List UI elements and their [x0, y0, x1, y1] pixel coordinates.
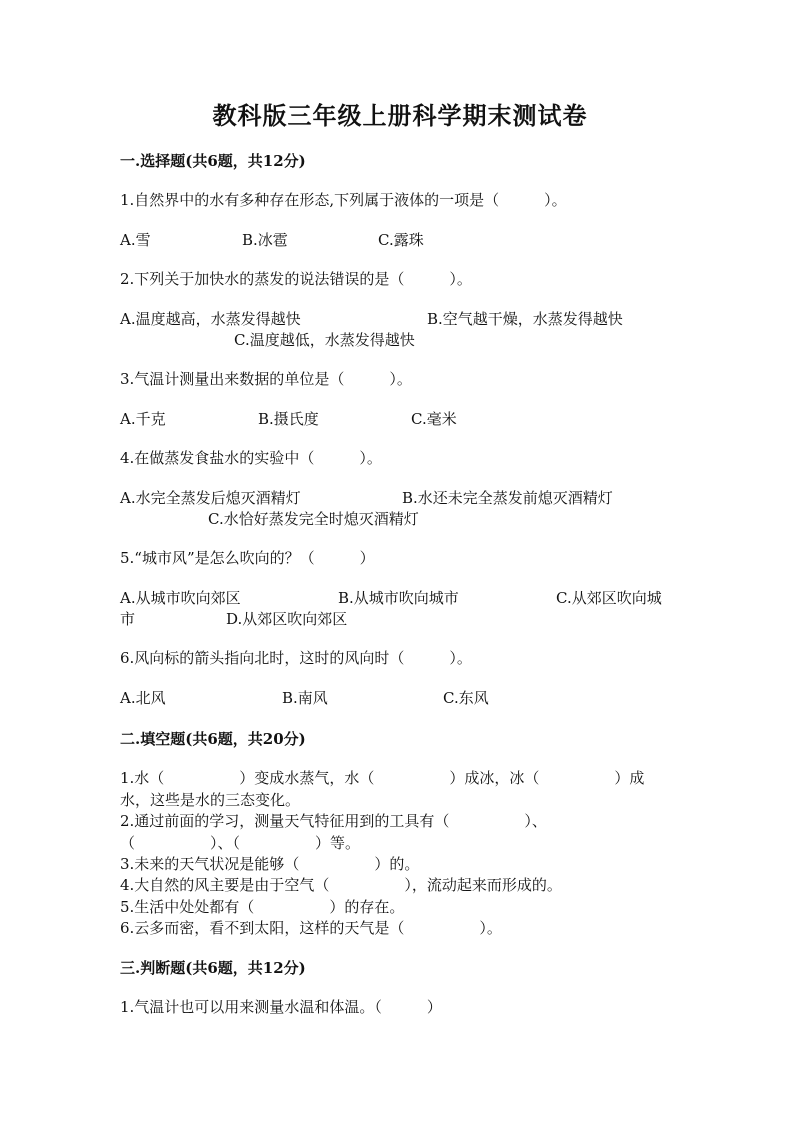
choice-q1-option-c: C.露珠	[378, 231, 424, 249]
section-judge-heading: 三.判断题(共6题，共12分)	[120, 959, 306, 977]
choice-question-3: 3.气温计测量出来数据的单位是（ ）。	[120, 370, 412, 388]
choice-q6-option-a: A.北风	[120, 689, 166, 707]
choice-q5-option-c-wrap: 市	[120, 610, 136, 628]
choice-q3-option-c: C.毫米	[411, 410, 457, 428]
choice-q4-option-b: B.水还未完全蒸发前熄灭酒精灯	[402, 489, 613, 507]
choice-q2-option-c: C.温度越低，水蒸发得越快	[234, 331, 415, 349]
choice-question-1: 1.自然界中的水有多种存在形态,下列属于液体的一项是（ ）。	[120, 191, 567, 209]
fill-question-3: 3.未来的天气状况是能够（ ）的。	[120, 855, 420, 873]
fill-question-1-line-1: 1.水（ ）变成水蒸气，水（ ）成冰，冰（ ）成	[120, 769, 645, 787]
choice-q1-option-a: A.雪	[120, 231, 151, 249]
choice-q4-option-c: C.水恰好蒸发完全时熄灭酒精灯	[208, 510, 419, 528]
judge-question-1: 1.气温计也可以用来测量水温和体温。（ ）	[120, 998, 442, 1016]
choice-question-4: 4.在做蒸发食盐水的实验中（ ）。	[120, 449, 382, 467]
choice-q1-option-b: B.冰雹	[242, 231, 288, 249]
fill-question-1-line-2: 水，这些是水的三态变化。	[120, 791, 301, 809]
choice-q6-option-c: C.东风	[443, 689, 489, 707]
section-fill-heading: 二.填空题(共6题，共20分)	[120, 730, 306, 748]
choice-q5-option-b: B.从城市吹向城市	[338, 589, 459, 607]
choice-q6-option-b: B.南风	[282, 689, 328, 707]
choice-question-2: 2.下列关于加快水的蒸发的说法错误的是（ ）。	[120, 270, 472, 288]
exam-title: 教科版三年级上册科学期末测试卷	[212, 101, 588, 130]
fill-question-4: 4.大自然的风主要是由于空气（ ），流动起来而形成的。	[120, 876, 562, 894]
choice-q5-option-a: A.从城市吹向郊区	[120, 589, 241, 607]
fill-question-2-line-2: （ ）、（ ）等。	[120, 834, 361, 852]
choice-question-5: 5.“城市风”是怎么吹向的？（ ）	[120, 549, 375, 567]
choice-q2-option-b: B.空气越干燥，水蒸发得越快	[427, 310, 623, 328]
choice-q3-option-a: A.千克	[120, 410, 166, 428]
fill-question-6: 6.云多而密，看不到太阳，这样的天气是（ ）。	[120, 919, 502, 937]
choice-question-6: 6.风向标的箭头指向北时，这时的风向时（ ）。	[120, 649, 472, 667]
section-choice-heading: 一.选择题(共6题，共12分)	[120, 152, 306, 170]
choice-q5-option-d: D.从郊区吹向郊区	[226, 610, 348, 628]
choice-q4-option-a: A.水完全蒸发后熄灭酒精灯	[120, 489, 301, 507]
choice-q3-option-b: B.摄氏度	[258, 410, 319, 428]
fill-question-2-line-1: 2.通过前面的学习，测量天气特征用到的工具有（ ）、	[120, 812, 547, 830]
choice-q2-option-a: A.温度越高，水蒸发得越快	[120, 310, 301, 328]
choice-q5-option-c: C.从郊区吹向城	[556, 589, 662, 607]
fill-question-5: 5.生活中处处都有（ ）的存在。	[120, 898, 405, 916]
